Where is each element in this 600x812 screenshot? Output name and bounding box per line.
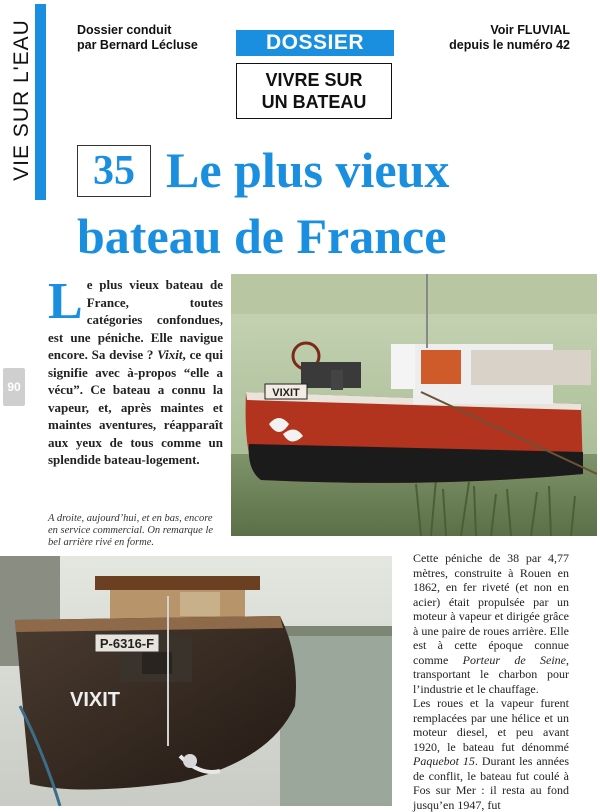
intro-text-2: , ce qui signifie avec à-propos “elle a vécu”. Ce bateau a connu la vapeur, et, après maintes et maintes aventures, réapparaît aux yeux de tous comme un splendide bateau-logement. xyxy=(48,347,223,467)
body-p1-italic: Porteur de Seine xyxy=(462,652,566,667)
section-label: VIE SUR L'EAU xyxy=(10,19,33,181)
body-p2-text-b: . Durant les années de conflit, le bateau fut coulé à Fos sur Mer : il resta au fond jusqu’en 1947, fut xyxy=(413,754,569,812)
intro-motto: Vixit xyxy=(157,347,183,362)
sidebar-accent-bar xyxy=(35,4,46,200)
body-p1-text-b: , transportant le charbon pour l’industrie et le chauffage. xyxy=(413,652,569,696)
series-reference xyxy=(420,23,570,53)
boat-illustration-bottom xyxy=(0,556,392,806)
reference-line2: depuis le numéro 42 xyxy=(449,38,570,52)
intro-text-1: e plus vieux bateau de France, toutes catégories confondues, est une péniche. Elle navigue encore. Sa devise ? xyxy=(48,277,223,362)
drop-cap: L xyxy=(48,273,83,330)
body-text xyxy=(413,551,569,812)
page-number: 90 xyxy=(3,368,25,406)
byline-line1: Dossier conduit xyxy=(77,23,172,37)
photo-boat-working xyxy=(0,556,392,806)
theme-line1: VIVRE SUR xyxy=(265,70,363,90)
theme-box xyxy=(236,63,392,119)
reference-line1: Voir FLUVIAL xyxy=(490,23,570,37)
photo-caption: A droite, aujourd’hui, et en bas, encore en service commercial. On remarque le bel arrière rivé en forme. xyxy=(48,513,214,548)
body-p2-italic: Paquebot 15 xyxy=(413,754,475,768)
boat-illustration-top xyxy=(231,274,597,536)
article-title-line2: bateau de France xyxy=(77,208,447,264)
byline xyxy=(77,23,227,53)
theme-line2: UN BATEAU xyxy=(261,92,367,112)
intro-paragraph xyxy=(48,273,223,469)
article-number: 35 xyxy=(77,145,151,197)
body-p1-text-a: Cette péniche de 38 par 4,77 mètres, construite à Rouen en 1862, en fer riveté (et non en acier) était propulsée par un moteur à vapeur et dirigée grâce à une paire de roues arrière. Elle est à cette époque connue comme xyxy=(413,551,569,667)
body-p2-text-a: Les roues et la vapeur furent remplacées par une hélice et un moteur diesel, et peu avant 1920, le bateau fut dénommé xyxy=(413,696,569,754)
body-paragraph-1 xyxy=(413,551,569,696)
byline-line2: par Bernard Lécluse xyxy=(77,38,198,52)
photo-boat-moored xyxy=(231,274,597,536)
body-paragraph-2 xyxy=(413,696,569,812)
article-title-line1: Le plus vieux xyxy=(166,142,450,198)
boat-name-bottom: VIXIT xyxy=(69,689,121,711)
registration-number: P-6316-F xyxy=(99,636,155,651)
dossier-label: DOSSIER xyxy=(236,30,394,56)
boat-name-top: VIXIT xyxy=(272,387,300,399)
